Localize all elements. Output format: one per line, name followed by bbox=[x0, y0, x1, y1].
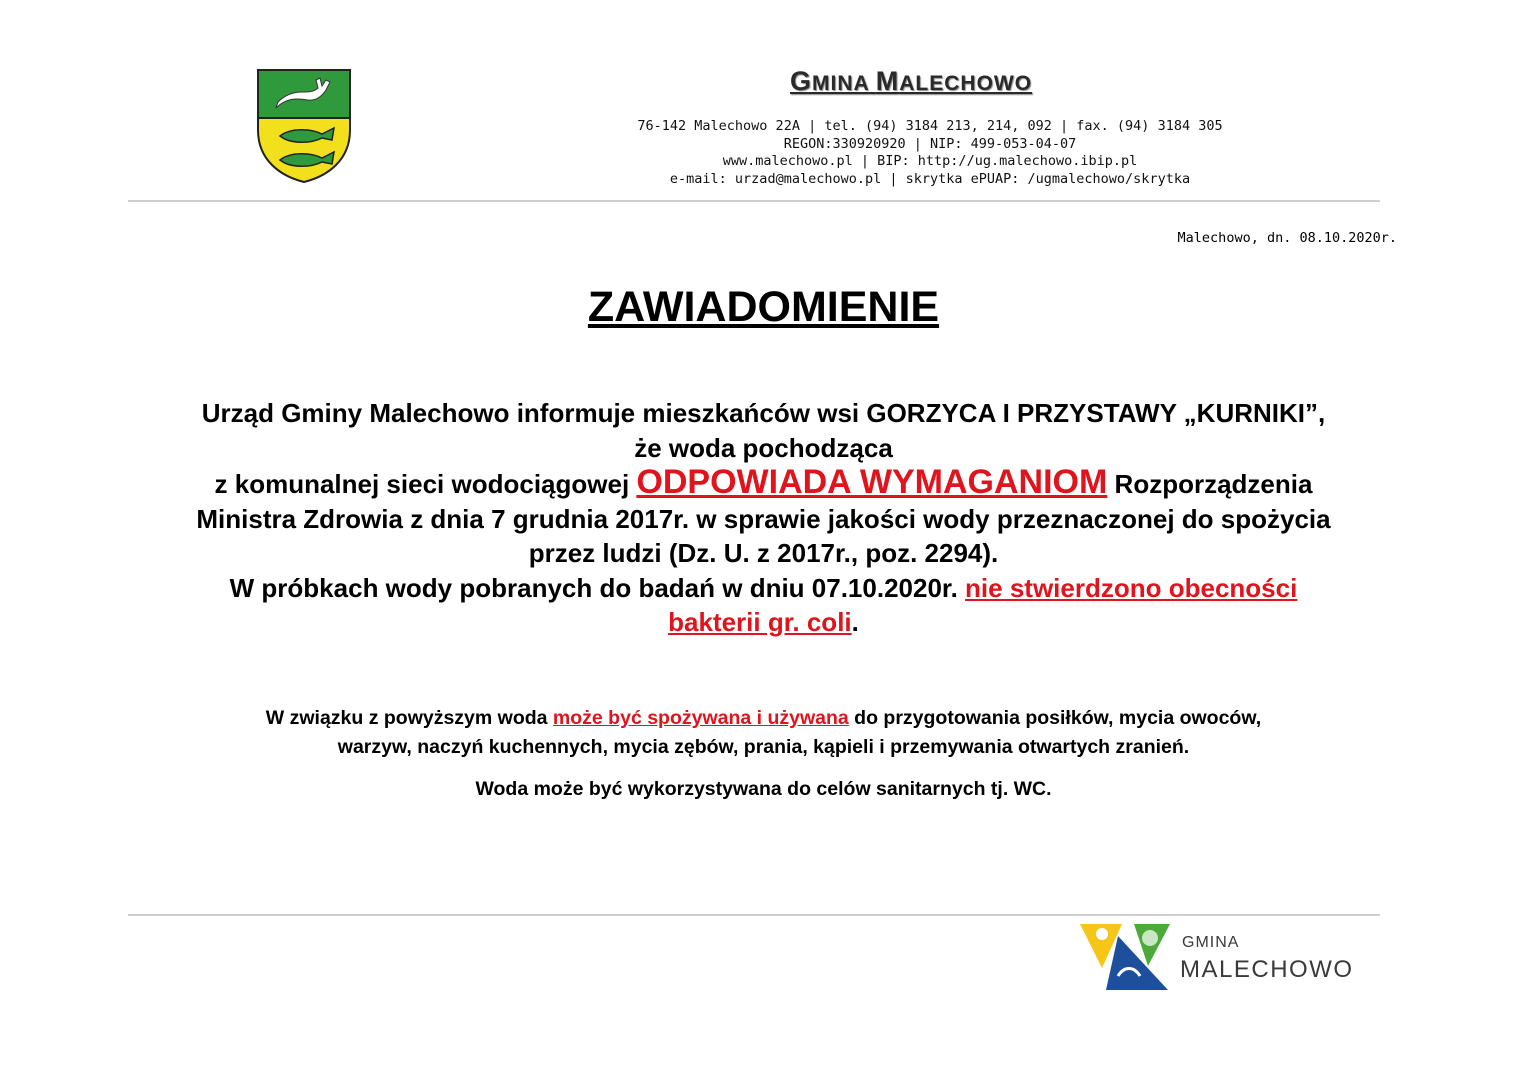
coat-of-arms-icon bbox=[256, 68, 352, 184]
notice-line-3-post: Rozporządzenia bbox=[1107, 469, 1313, 499]
notice-line-5: przez ludzi (Dz. U. z 2017r., poz. 2294). bbox=[528, 538, 999, 568]
document-date: Malechowo, dn. 08.10.2020r. bbox=[1177, 230, 1397, 246]
org-name-first-rest: MINA bbox=[812, 72, 869, 95]
usage-highlight: może być spożywana i używana bbox=[552, 707, 849, 729]
address-line: 76-142 Malechowo 22A | tel. (94) 3184 213, 214, 092 | fax. (94) 3184 305 bbox=[637, 118, 1223, 134]
notice-line-6-pre: W próbkach wody pobranych do badań w dniu 07.10.2020r. bbox=[229, 572, 966, 603]
document-title: ZAWIADOMIENIE bbox=[587, 283, 940, 331]
usage-paragraph bbox=[100, 704, 1427, 762]
main-notice bbox=[100, 396, 1427, 640]
header-divider bbox=[128, 200, 1380, 202]
web-line: www.malechowo.pl | BIP: http://ug.malechowo.ibip.pl bbox=[722, 153, 1138, 169]
compliance-highlight: ODPOWIADA WYMAGANIOM bbox=[636, 463, 1108, 501]
notice-line-7-post: . bbox=[851, 607, 859, 637]
notice-line-3-pre: z komunalnej sieci wodociągowej bbox=[214, 469, 637, 499]
contact-block bbox=[600, 118, 1260, 188]
no-bacteria-highlight: nie stwierdzono obecności bbox=[965, 572, 1298, 603]
usage-post: do przygotowania posiłków, mycia owoców, bbox=[848, 707, 1262, 729]
sanitary-paragraph: Woda może być wykorzystywana do celów sanitarnych tj. WC. bbox=[475, 778, 1052, 800]
bacteria-highlight: bakterii gr. coli bbox=[668, 607, 852, 637]
usage-pre: W związku z powyższym woda bbox=[265, 707, 553, 729]
org-name-second-initial: M bbox=[875, 66, 900, 96]
logo-text-malechowo: MALECHOWO bbox=[1180, 956, 1354, 983]
gmina-logo-icon bbox=[1078, 920, 1170, 992]
footer-divider bbox=[128, 914, 1380, 916]
org-name bbox=[790, 66, 1075, 97]
notice-line-4: Ministra Zdrowia z dnia 7 grudnia 2017r. w sprawie jakości wody przeznaczonej do spożycia bbox=[196, 503, 1331, 534]
notice-line-1: Urząd Gminy Malechowo informuje mieszkańców wsi GORZYCA I PRZYSTAWY „KURNIKI”, bbox=[201, 398, 1326, 428]
notice-line-3 bbox=[100, 465, 1427, 502]
notice-line-7 bbox=[100, 605, 1427, 640]
org-name-first-initial: G bbox=[790, 66, 813, 96]
notice-line-2: że woda pochodząca bbox=[634, 432, 893, 463]
usage-line-2: warzyw, naczyń kuchennych, mycia zębów, prania, kąpieli i przemywania otwartych zranień. bbox=[337, 736, 1190, 758]
notice-line-6 bbox=[100, 571, 1427, 606]
logo-text-gmina: GMINA bbox=[1182, 934, 1240, 951]
org-name-second-rest: ALECHOWO bbox=[899, 72, 1033, 95]
usage-line-1 bbox=[100, 704, 1427, 733]
regon-line: REGON:330920920 | NIP: 499-053-04-07 bbox=[783, 135, 1077, 152]
email-line: e-mail: urzad@malechowo.pl | skrytka ePUAP: /ugmalechowo/skrytka bbox=[669, 170, 1191, 187]
